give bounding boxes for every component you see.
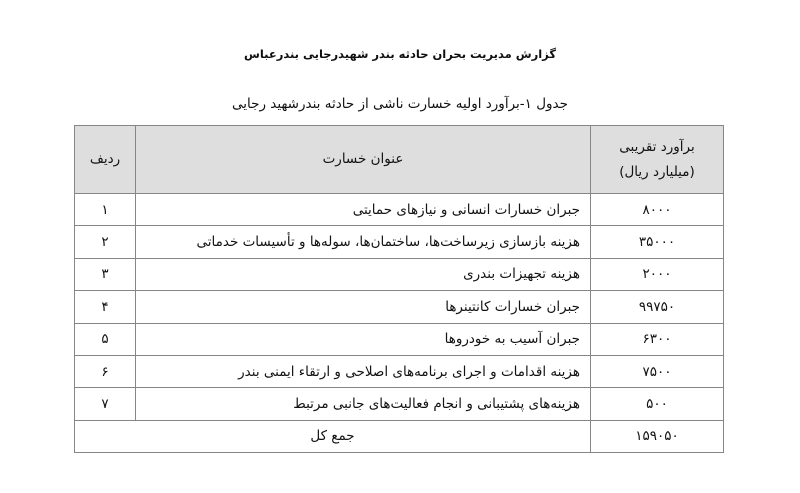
table-total-row [75,420,724,452]
cell-amount: ۳۵۰۰۰ [591,226,724,258]
cell-amount: ۹۹۷۵۰ [591,291,724,323]
cell-title: جبران آسیب به خودروها [136,323,591,355]
table-caption: جدول ۱-برآورد اولیه خسارت ناشی از حادثه بندرشهید رجایی [232,96,568,112]
cell-amount: ۵۰۰ [591,388,724,420]
document-header-title: گزارش مدیریت بحران حادثه بندر شهیدرجایی بندرعباس [243,47,557,61]
table-body [75,194,724,453]
table-row [75,194,724,226]
table-row [75,388,724,420]
cell-index: ۱ [75,194,136,226]
cell-index: ۳ [75,258,136,290]
table-row [75,258,724,290]
column-header-amount [591,126,724,194]
cell-index: ۷ [75,388,136,420]
cell-amount: ۷۵۰۰ [591,355,724,387]
cell-index: ۶ [75,355,136,387]
table-row [75,291,724,323]
cell-title: هزینه بازسازی زیرساخت‌ها، ساختمان‌ها، سوله‌ها و تأسیسات خدماتی [136,226,591,258]
table-row [75,226,724,258]
table-head [75,126,724,194]
cell-total-label: جمع کل [75,420,591,452]
cell-index: ۵ [75,323,136,355]
column-header-amount-line2: (میلیارد ریال) [619,163,695,180]
column-header-amount-line1: برآورد تقریبی [619,138,695,155]
cell-title: هزینه تجهیزات بندری [136,258,591,290]
table-row [75,323,724,355]
cell-amount: ۲۰۰۰ [591,258,724,290]
cell-title: هزینه‌های پشتیبانی و انجام فعالیت‌های جانبی مرتبط [136,388,591,420]
cell-title: جبران خسارات کانتینرها [136,291,591,323]
damage-estimate-table [74,125,724,453]
cell-index: ۴ [75,291,136,323]
cell-index: ۲ [75,226,136,258]
table-header-row [75,126,724,194]
cell-total-amount: ۱۵۹۰۵۰ [591,420,724,452]
cell-amount: ۸۰۰۰ [591,194,724,226]
table-row [75,355,724,387]
cell-amount: ۶۳۰۰ [591,323,724,355]
cell-title: جبران خسارات انسانی و نیازهای حمایتی [136,194,591,226]
column-header-index: ردیف [75,126,136,194]
cell-title: هزینه اقدامات و اجرای برنامه‌های اصلاحی و ارتقاء ایمنی بندر [136,355,591,387]
column-header-title: عنوان خسارت [136,126,591,194]
